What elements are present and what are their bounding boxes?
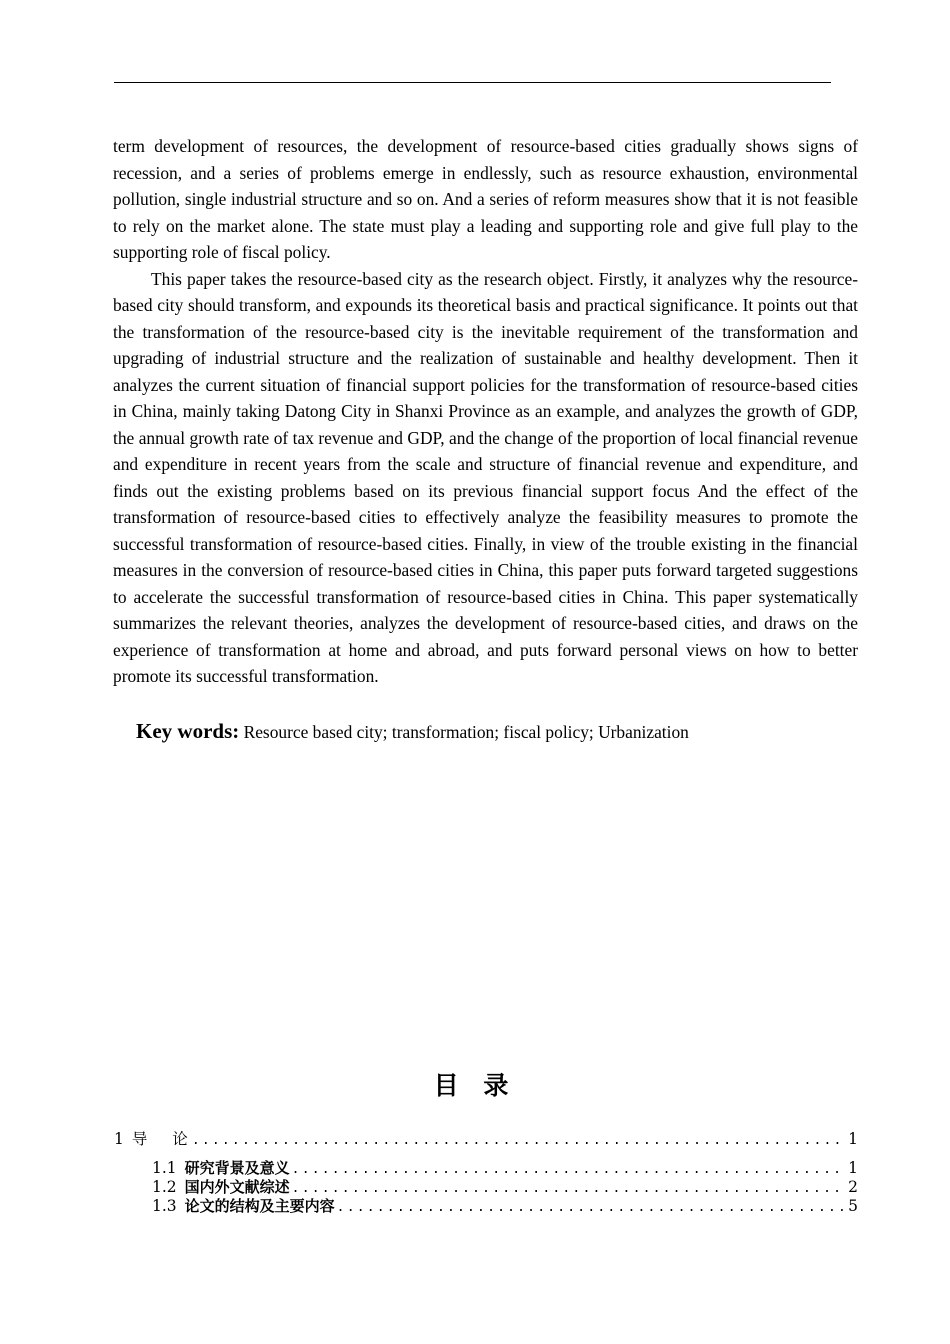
header-rule — [114, 82, 831, 83]
toc-entry-number: 1 — [114, 1130, 124, 1148]
toc-entry-page: 2 — [848, 1178, 858, 1196]
toc-entry[interactable] — [152, 1176, 858, 1197]
toc-dot-leader — [337, 1200, 846, 1215]
toc-entry-page: 1 — [848, 1159, 858, 1177]
toc-entry-number: 1.1 — [152, 1159, 177, 1177]
toc-entry-label: 导 论 — [131, 1130, 198, 1148]
keywords-label: Key words: — [136, 719, 240, 743]
toc-entry-number: 1.2 — [152, 1178, 177, 1196]
keywords-text: Resource based city; transformation; fiscal policy; Urbanization — [243, 722, 689, 742]
toc-entry[interactable] — [152, 1195, 858, 1216]
toc-entry-number: 1.3 — [152, 1197, 177, 1215]
toc-dot-leader — [192, 1133, 846, 1148]
abstract-paragraph-1: term development of resources, the development of resource-based cities gradually shows signs of recession, and a series of problems emerge in endlessly, such as resource exhaustion, environmental pollution, single industrial structure and so on. And a series of reform measures show that it is not feasible to rely on the market alone. The state must play a leading and supporting role and give full play to the supporting role of fiscal policy. — [113, 136, 858, 262]
toc-entry-page: 5 — [848, 1197, 858, 1215]
toc-entry-page: 1 — [848, 1130, 858, 1148]
toc-dot-leader — [292, 1162, 846, 1177]
toc-entry[interactable] — [152, 1157, 858, 1178]
toc-entry[interactable] — [114, 1127, 858, 1149]
toc-entry-label: 研究背景及意义 — [184, 1159, 290, 1177]
abstract-paragraph-2: This paper takes the resource-based city as the research object. Firstly, it analyzes why the resource-based city should transform, and expounds its theoretical basis and practical significance. It points out that the transformation of the resource-based city is the inevitable requirement of the transformation and upgrading of industrial structure and the realization of sustainable and healthy development. Then it analyzes the current situation of financial support policies for the transformation of resource-based cities in China, mainly taking Datong City in Shanxi Province as an example, and analyzes the growth of GDP, the annual growth rate of tax revenue and GDP, and the change of the proportion of local financial revenue and expenditure in recent years from the scale and structure of financial revenue and expenditure, and finds out the existing problems based on its previous financial support focus And the effect of the transformation of resource-based cities to effectively analyze the feasibility measures to promote the successful transformation of resource-based cities. Finally, in view of the trouble existing in the financial measures in the conversion of resource-based cities in China, this paper puts forward targeted suggestions to accelerate the successful transformation of resource-based cities in China. This paper systematically summarizes the relevant theories, analyzes the development of resource-based cities, and draws on the experience of transformation at home and abroad, and puts forward personal views on how to better promote its successful transformation. — [113, 268, 858, 686]
keywords-line — [136, 717, 689, 746]
toc-title: 目 录 — [433, 1071, 517, 1100]
toc-dot-leader — [292, 1181, 846, 1196]
toc-entry-label: 国内外文献综述 — [184, 1178, 290, 1196]
toc-entry-label: 论文的结构及主要内容 — [184, 1197, 335, 1215]
abstract-body — [113, 133, 858, 690]
